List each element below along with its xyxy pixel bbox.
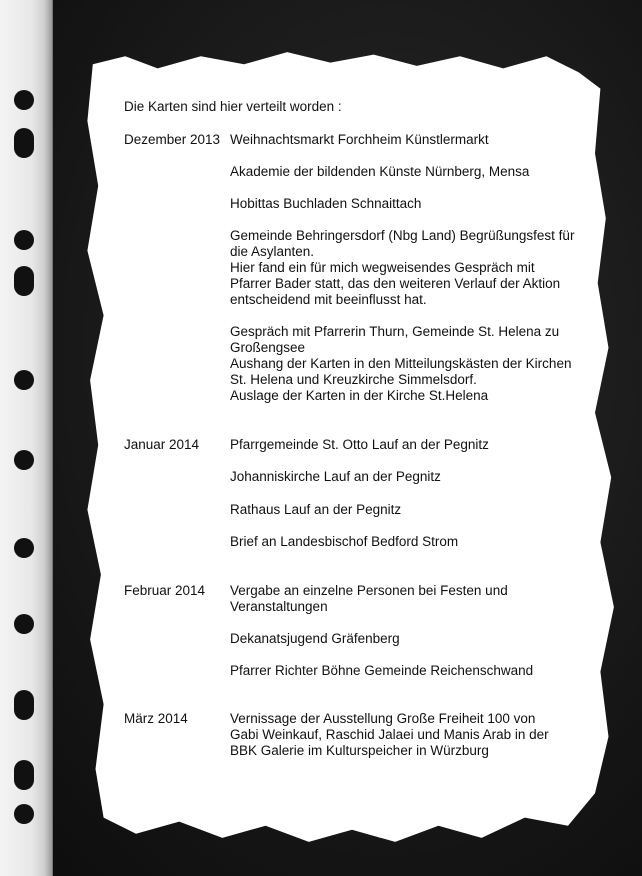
section-label-januar: Januar 2014 (124, 437, 200, 452)
punch-hole (14, 230, 34, 250)
punch-hole (14, 614, 34, 634)
entry-behringersdorf: Hier fand ein für mich wegweisendes Gespräch mit (230, 260, 535, 275)
entry-hobittas: Hobittas Buchladen Schnaittach (230, 196, 422, 211)
binder-strip (0, 0, 53, 876)
entry-behringersdorf: Gemeinde Behringersdorf (Nbg Land) Begrüßungsfest für (230, 228, 575, 243)
entry-thurn: Gespräch mit Pfarrerin Thurn, Gemeinde St. Helena zu (230, 324, 560, 339)
entry-thurn: Aushang der Karten in den Mitteilungskästen der Kirchen (230, 356, 572, 371)
entry-thurn: Auslage der Karten in der Kirche St.Helena (230, 388, 489, 403)
punch-hole (14, 804, 34, 824)
punch-hole (14, 760, 34, 790)
entry-thurn: St. Helena und Kreuzkirche Simmelsdorf. (230, 372, 477, 387)
entry-johanniskirche: Johanniskirche Lauf an der Pegnitz (230, 469, 441, 484)
entry-behringersdorf: die Asylanten. (230, 244, 315, 259)
section-label-dezember: Dezember 2013 (124, 132, 221, 147)
punch-hole (14, 128, 34, 158)
punch-hole (14, 266, 34, 296)
entry-rathaus: Rathaus Lauf an der Pegnitz (230, 502, 402, 517)
entry-pfarrer-richter: Pfarrer Richter Böhne Gemeinde Reichenschwand (230, 663, 534, 678)
intro-text: Die Karten sind hier verteilt worden : (124, 99, 342, 114)
punch-hole (14, 370, 34, 390)
entry-landesbischof: Brief an Landesbischof Bedford Strom (230, 534, 459, 549)
entry-thurn: Großengsee (230, 340, 306, 355)
section-label-maerz: März 2014 (124, 711, 188, 726)
entry-weihnachtsmarkt: Weihnachtsmarkt Forchheim Künstlermarkt (230, 132, 489, 147)
entry-vergabe: Veranstaltungen (230, 599, 328, 614)
entry-behringersdorf: entscheidend mit beeinflusst hat. (230, 292, 427, 307)
punch-hole (14, 450, 34, 470)
entry-vernissage: BBK Galerie im Kulturspeicher in Würzburg (230, 743, 489, 758)
punch-hole (14, 538, 34, 558)
entry-dekanatsjugend: Dekanatsjugend Gräfenberg (230, 631, 400, 646)
punch-hole (14, 90, 34, 110)
entry-vernissage: Gabi Weinkauf, Raschid Jalaei und Manis Arab in der (230, 727, 549, 742)
punch-hole (14, 690, 34, 720)
entry-vergabe: Vergabe an einzelne Personen bei Festen und (230, 583, 508, 598)
section-label-februar: Februar 2014 (124, 583, 206, 598)
entry-akademie: Akademie der bildenden Künste Nürnberg, Mensa (230, 164, 530, 179)
entry-behringersdorf: Pfarrer Bader statt, das den weiteren Verlauf der Aktion (230, 276, 561, 291)
entry-st-otto: Pfarrgemeinde St. Otto Lauf an der Pegnitz (230, 437, 489, 452)
entry-vernissage: Vernissage der Ausstellung Große Freiheit 100 von (230, 711, 536, 726)
